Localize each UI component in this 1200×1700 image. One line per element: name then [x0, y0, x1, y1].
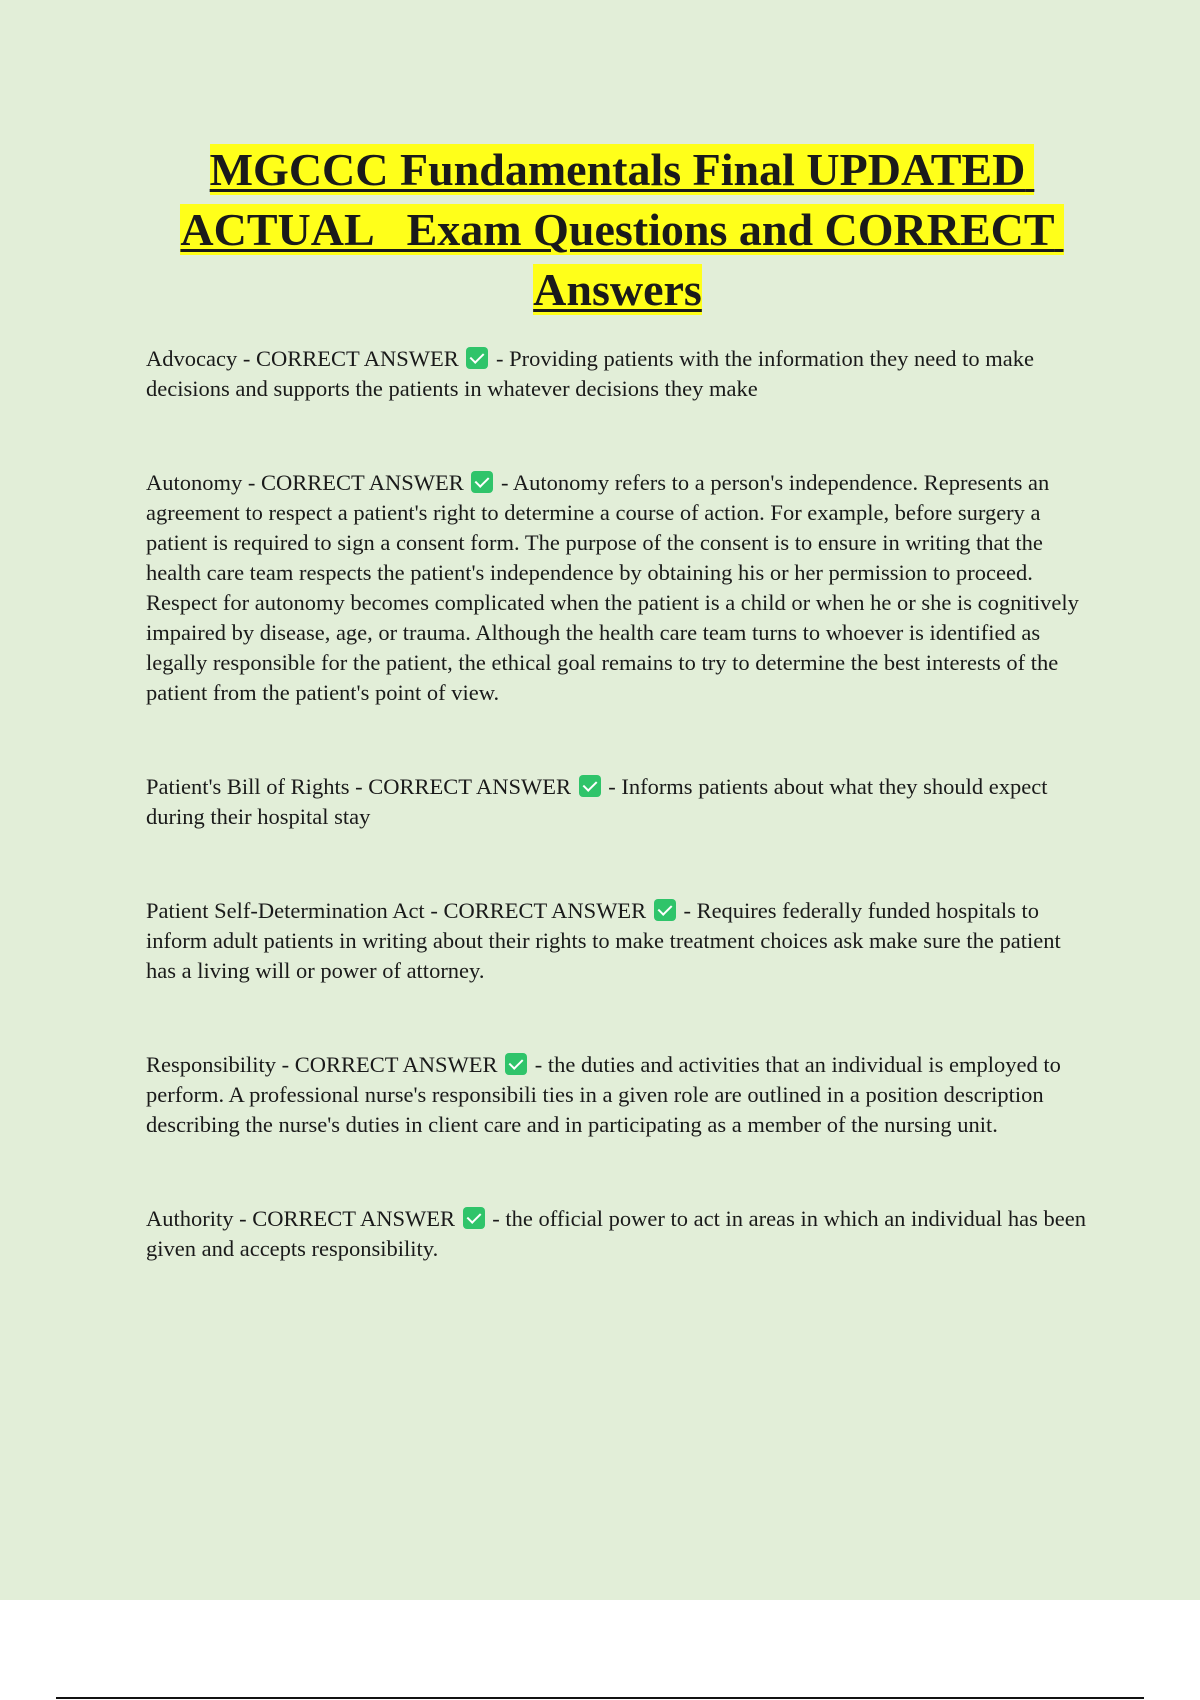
footer-divider	[56, 1697, 1144, 1699]
entry-answer-label: CORRECT ANSWER	[443, 898, 647, 923]
green-checkmark-icon	[579, 775, 601, 797]
entry-term: Authority	[146, 1206, 234, 1231]
document-title	[140, 140, 1095, 320]
qa-entry-autonomy: Autonomy - CORRECT ANSWER - Autonomy refers to a person's independence. Represents an agreement to respect a patient's right to determine a course of action. For example, before surgery a patient is required to sign a consent form. The purpose of the consent is to ensure in writing that the health care team respects the patient's independence by obtaining his or her permission to proceed. Respect for autonomy becomes complicated when the patient is a child or when he or she is cognitively impaired by disease, age, or trauma. Although the health care team turns to whoever is identified as legally responsible for the patient, the ethical goal remains to try to determine the best interests of the patient from the patient's point of view.	[146, 470, 1079, 705]
entry-answer-label: CORRECT ANSWER	[294, 1052, 498, 1077]
entry-definition: the duties and activities that an individual is employed to perform. A professional nurse's responsibili ties in a given role are outlined in a position description describing the nurse's duties in client care and in participating as a member of the nursing unit.	[146, 1052, 1061, 1137]
green-checkmark-icon	[654, 899, 676, 921]
entry-definition: Requires federally funded hospitals to inform adult patients in writing about their rights to make treatment choices ask make sure the patient has a living will or power of attorney.	[146, 898, 1061, 983]
document-title-text: MGCCC Fundamentals Final UPDATED ACTUAL Exam Questions and CORRECT Answers	[180, 144, 1064, 315]
entry-answer-label: CORRECT ANSWER	[255, 346, 459, 371]
entry-definition: Providing patients with the information they need to make decisions and supports the patients in whatever decisions they make	[146, 346, 1034, 401]
entry-term: Autonomy	[146, 470, 243, 495]
entry-definition: Informs patients about what they should expect during their hospital stay	[146, 774, 1048, 829]
entry-answer-label: CORRECT ANSWER	[261, 470, 464, 495]
green-checkmark-icon	[505, 1053, 527, 1075]
green-checkmark-icon	[471, 471, 493, 493]
entry-answer-label: CORRECT ANSWER	[252, 1206, 455, 1231]
qa-entry-patient-self-determination-act: Patient Self-Determination Act - CORRECT ANSWER - Requires federally funded hospitals to inform adult patients in writing about their rights to make treatment choices ask make sure the patient has a living will or power of attorney.	[146, 898, 1061, 983]
green-checkmark-icon	[463, 1207, 485, 1229]
entry-term: Advocacy	[146, 346, 238, 371]
qa-list	[146, 344, 1091, 1264]
qa-entry-advocacy: Advocacy - CORRECT ANSWER - Providing patients with the information they need to make decisions and supports the patients in whatever decisions they make	[146, 346, 1034, 401]
entry-definition: Autonomy refers to a person's independence. Represents an agreement to respect a patient's right to determine a course of action. For example, before surgery a patient is required to sign a consent form. The purpose of the consent is to ensure in writing that the health care team respects the patient's independence by obtaining his or her permission to proceed. Respect for autonomy becomes complicated when the patient is a child or when he or she is cognitively impaired by disease, age, or trauma. Although the health care team turns to whoever is identified as legally responsible for the patient, the ethical goal remains to try to determine the best interests of the patient from the patient's point of view.	[146, 470, 1079, 705]
green-checkmark-icon	[466, 347, 488, 369]
entry-term: Patient's Bill of Rights	[146, 774, 350, 799]
entry-term: Responsibility	[146, 1052, 277, 1077]
entry-definition: the official power to act in areas in which an individual has been given and accepts responsibility.	[146, 1206, 1087, 1261]
qa-entry-authority: Authority - CORRECT ANSWER - the official power to act in areas in which an individual has been given and accepts responsibility.	[146, 1206, 1087, 1261]
qa-entry-patients-bill-of-rights: Patient's Bill of Rights - CORRECT ANSWER - Informs patients about what they should expect during their hospital stay	[146, 774, 1048, 829]
qa-entry-responsibility: Responsibility - CORRECT ANSWER - the duties and activities that an individual is employed to perform. A professional nurse's responsibili ties in a given role are outlined in a position description describing the nurse's duties in client care and in participating as a member of the nursing unit.	[146, 1052, 1061, 1137]
entry-term: Patient Self-Determination Act	[146, 898, 425, 923]
entry-answer-label: CORRECT ANSWER	[368, 774, 571, 799]
